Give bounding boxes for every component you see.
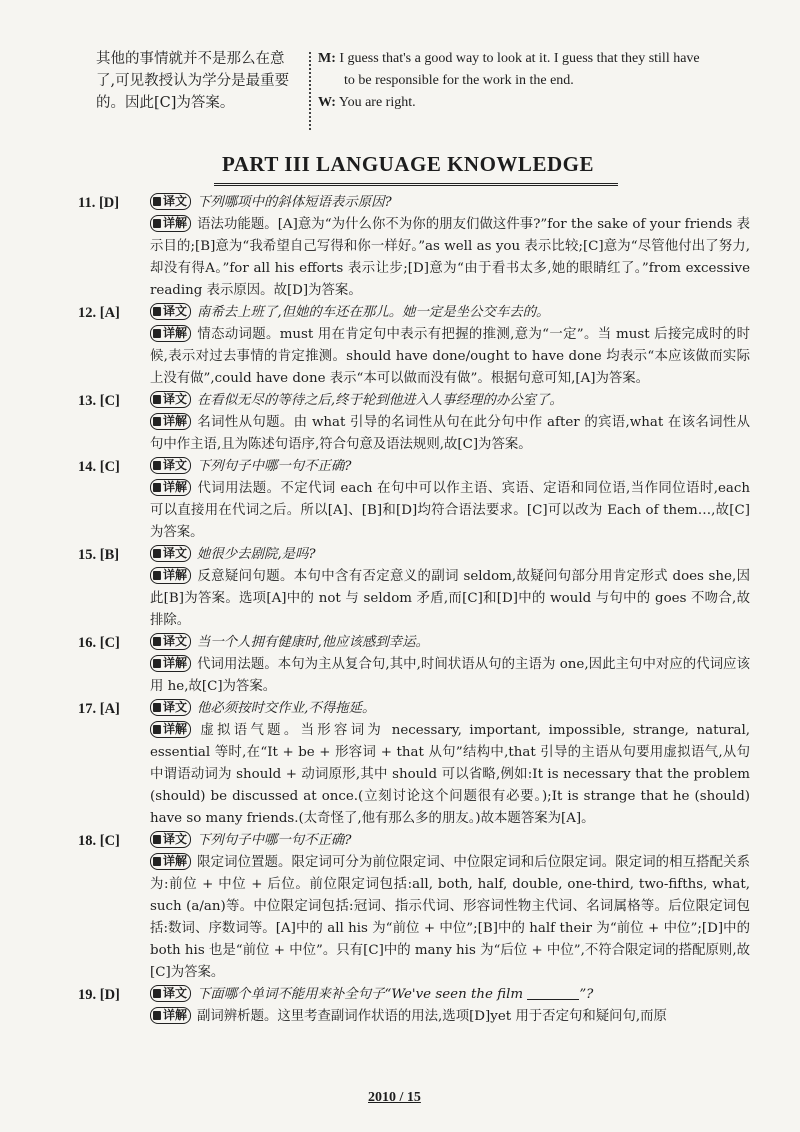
explanation-text: 代词用法题。不定代词 each 在句中可以作主语、宾语、定语和同位语,当作同位语时,each 可以直接用在代词之后。所以[A]、[B]和[D]均符合语法要求。[C]可以改为 Each of them…,故[C]为答案。 xyxy=(150,481,750,540)
explanation-text: 代词用法题。本句为主从复合句,其中,时间状语从句的主语为 one,因此主句中对应的代词应该用 he,故[C]为答案。 xyxy=(150,657,750,694)
translation-line xyxy=(150,544,750,566)
explanation-line xyxy=(150,412,750,456)
dialogue-text: I guess that's a good way to look at it. I guess that they still have xyxy=(339,51,700,66)
dotted-divider xyxy=(309,52,311,130)
book-icon xyxy=(153,461,161,470)
book-icon xyxy=(153,417,161,426)
answer-item xyxy=(78,984,750,1028)
explanation-text: 限定词位置题。限定词可分为前位限定词、中位限定词和后位限定词。限定词的相互搭配关系为:前位 + 中位 + 后位。前位限定词包括:all, both, half, double, one-third, two-fifths, what, such (a/an)等。中位限定词包括:冠词、指示代词、形容词性物主代词、名词属格等。后位限定词包括:数词、序数词等。[A]中的 all his 为“前位 + 中位”;[B]中的 half their 为“前位 + 中位”;[D]中的 both his 也是“前位 + 中位”。只有[C]中的 many his 为“后位 + 中位”,不符合限定词的搭配原则,故[C]为答案。 xyxy=(150,855,750,980)
heading-underline xyxy=(214,183,618,186)
translation-tag: 译文 xyxy=(150,699,191,716)
translation-text: 下列句子中哪一句不正确? xyxy=(197,459,352,474)
section-heading: PART III LANGUAGE KNOWLEDGE xyxy=(222,152,594,176)
answer-item xyxy=(78,544,750,632)
explanation-text: 语法功能题。[A]意为“为什么你不为你的朋友们做这件事?”for the sake of your friends 表示目的;[B]意为“我希望自己写得和你一样好。”as well as you 表示比较;[C]意为“尽管他付出了努力,却没有得A。”for all his efforts 表示让步;[D]意为“由于看书太多,她的眼睛红了。”from excessive reading 表示原因。故[D]为答案。 xyxy=(150,217,750,298)
fill-in-blank xyxy=(527,987,579,1000)
book-icon xyxy=(153,571,161,580)
explanation-text: 情态动词题。must 用在肯定句中表示有把握的推测,意为“一定”。当 must 后接完成时的时候,表示对过去事情的肯定推测。should have done/ought to have done 均表示“本应该做而实际上没有做”,could have done 表示“本可以做而没有做”。根据句意可知,[A]为答案。 xyxy=(150,327,750,386)
explanation-tag: 详解 xyxy=(150,413,191,430)
explanation-tag: 详解 xyxy=(150,721,191,738)
answer-items xyxy=(78,192,750,1028)
translation-line xyxy=(150,698,750,720)
item-number: 14. [C] xyxy=(78,459,120,475)
explanation-text: 反意疑问句题。本句中含有否定意义的副词 seldom,故疑问句部分用肯定形式 does she,因此[B]为答案。选项[A]中的 not 与 seldom 矛盾,而[C]和[D]中的 would 与句中的 goes 不吻合,故排除。 xyxy=(150,569,750,628)
book-icon xyxy=(153,549,161,558)
explanation-text: 副词辨析题。这里考查副词作状语的用法,选项[D]yet 用于否定句和疑问句,而原 xyxy=(197,1009,667,1024)
translation-text: 下列哪项中的斜体短语表示原因? xyxy=(197,195,392,210)
explanation-text: 名词性从句题。由 what 引导的名词性从句在此分句中作 after 的宾语,what 在该名词性从句中作主语,且为陈述句语序,符合句意及语法规则,故[C]为答案。 xyxy=(150,415,750,452)
explanation-line xyxy=(150,654,750,698)
book-icon xyxy=(153,307,161,316)
book-icon xyxy=(153,395,161,404)
answer-item xyxy=(78,632,750,698)
explanation-line xyxy=(150,324,750,390)
item-number: 16. [C] xyxy=(78,635,120,651)
dialogue-line-w xyxy=(318,92,758,114)
translation-line xyxy=(150,830,750,852)
explanation-tag: 详解 xyxy=(150,1007,191,1024)
translation-tag: 译文 xyxy=(150,303,191,320)
explanation-line xyxy=(150,478,750,544)
translation-tag: 译文 xyxy=(150,633,191,650)
answer-item xyxy=(78,302,750,390)
answer-item xyxy=(78,192,750,302)
translation-tag: 译文 xyxy=(150,391,191,408)
item-number: 19. [D] xyxy=(78,987,120,1003)
book-icon xyxy=(153,637,161,646)
explanation-tag: 详解 xyxy=(150,655,191,672)
previous-explanation-text: 其他的事情就并不是那么在意了,可见教授认为学分是最重要的。因此[C]为答案。 xyxy=(96,51,290,111)
book-icon xyxy=(153,1011,161,1020)
explanation-line xyxy=(150,1006,750,1028)
answer-item xyxy=(78,830,750,984)
translation-text: 下面哪个单词不能用来补全句子“We've seen the film xyxy=(197,987,524,1002)
speaker-label: M: xyxy=(318,51,336,66)
translation-line xyxy=(150,632,750,654)
translation-tag: 译文 xyxy=(150,193,191,210)
translation-line xyxy=(150,302,750,324)
book-icon xyxy=(153,857,161,866)
translation-text: 在看似无尽的等待之后,终于轮到他进入人事经理的办公室了。 xyxy=(197,393,563,408)
dialogue-continuation: to be responsible for the work in the end. xyxy=(344,73,574,88)
dialogue-text: You are right. xyxy=(338,95,416,110)
explanation-tag: 详解 xyxy=(150,567,191,584)
book-icon xyxy=(153,989,161,998)
explanation-line xyxy=(150,214,750,302)
item-number: 18. [C] xyxy=(78,833,120,849)
item-number: 11. [D] xyxy=(78,195,120,211)
book-icon xyxy=(153,703,161,712)
translation-text: 她很少去剧院,是吗? xyxy=(197,547,316,562)
book-icon xyxy=(153,725,161,734)
translation-text: 南希去上班了,但她的车还在那儿。她一定是坐公交车去的。 xyxy=(197,305,550,320)
translation-line xyxy=(150,390,750,412)
item-number: 12. [A] xyxy=(78,305,120,321)
item-number: 15. [B] xyxy=(78,547,120,563)
explanation-line xyxy=(150,720,750,830)
explanation-text: 虚拟语气题。当形容词为 necessary, important, impossible, strange, natural, essential 等时,在“It + be + 形容词 + that 从句”结构中,that 引导的主语从句要用虚拟语气,从句中谓语动词为 should + 动词原形,其中 should 可以省略,例如:It is necessary that the problem (should) be discussed at once.(立刻讨论这个问题很有必要。);It is strange that he (should) have so many friends.(太奇怪了,他有那么多的朋友。)故本题答案为[A]。 xyxy=(150,723,750,826)
book-icon xyxy=(153,835,161,844)
explanation-tag: 详解 xyxy=(150,853,191,870)
translation-tag: 译文 xyxy=(150,545,191,562)
translation-text-end: ”? xyxy=(579,987,594,1002)
book-icon xyxy=(153,197,161,206)
explanation-line xyxy=(150,566,750,632)
dialogue-line-m xyxy=(318,48,758,92)
answer-item xyxy=(78,698,750,830)
translation-text: 下列句子中哪一句不正确? xyxy=(197,833,352,848)
translation-tag: 译文 xyxy=(150,985,191,1002)
translation-tag: 译文 xyxy=(150,457,191,474)
explanation-tag: 详解 xyxy=(150,479,191,496)
answer-item xyxy=(78,390,750,456)
explanation-tag: 详解 xyxy=(150,215,191,232)
book-icon xyxy=(153,219,161,228)
book-icon xyxy=(153,329,161,338)
translation-text: 他必须按时交作业,不得拖延。 xyxy=(197,701,376,716)
answer-item xyxy=(78,456,750,544)
translation-line xyxy=(150,192,750,214)
page-number: 2010 / 15 xyxy=(368,1090,421,1105)
item-number: 13. [C] xyxy=(78,393,120,409)
translation-line xyxy=(150,984,750,1006)
explanation-tag: 详解 xyxy=(150,325,191,342)
translation-tag: 译文 xyxy=(150,831,191,848)
translation-text: 当一个人拥有健康时,他应该感到幸运。 xyxy=(197,635,429,650)
speaker-label: W: xyxy=(318,95,336,110)
translation-line xyxy=(150,456,750,478)
book-icon xyxy=(153,659,161,668)
dialogue-transcript xyxy=(318,48,758,114)
explanation-line xyxy=(150,852,750,984)
previous-answer-continuation xyxy=(96,48,756,138)
item-number: 17. [A] xyxy=(78,701,120,717)
book-icon xyxy=(153,483,161,492)
